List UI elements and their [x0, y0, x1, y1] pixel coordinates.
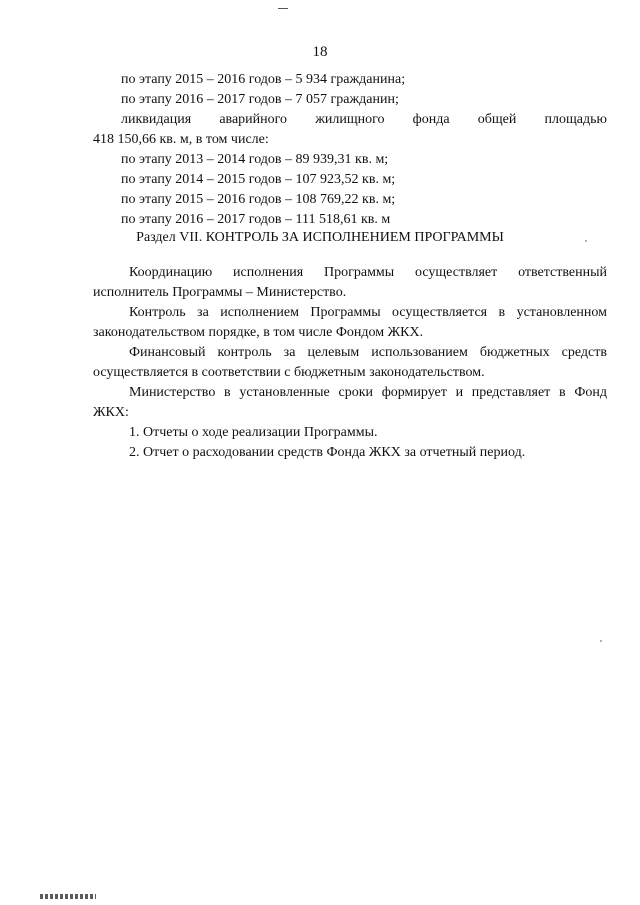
text: Финансовый контроль за целевым использованием бюджетных средств — [129, 345, 607, 360]
paragraph-line — [93, 263, 607, 283]
section-body — [93, 263, 607, 463]
word: жилищного — [315, 112, 385, 127]
report-item: 2. Отчет о расходовании средств Фонда ЖКХ за отчетный период. — [129, 445, 526, 460]
list-item: по этапу 2015 – 2016 годов – 5 934 гражданина; — [121, 72, 406, 87]
list-item: по этапу 2015 – 2016 годов – 108 769,22 кв. м; — [121, 192, 396, 207]
paragraph-line: законодательством порядке, в том числе Фондом ЖКХ. — [93, 325, 424, 340]
paragraph-line — [93, 343, 607, 363]
paragraph-line: осуществляется в соответствии с бюджетным законодательством. — [93, 365, 485, 380]
page-number: 18 — [312, 44, 328, 60]
word: площадью — [544, 112, 607, 127]
word: аварийного — [219, 112, 288, 127]
word: фонда — [412, 112, 450, 127]
paragraph-line — [93, 303, 607, 323]
list-item-continuation: 418 150,66 кв. м, в том числе: — [93, 132, 269, 147]
paragraph-line: исполнитель Программы – Министерство. — [93, 285, 347, 300]
paragraph-line — [93, 383, 607, 403]
text: Контроль за исполнением Программы осуществляется в установленном — [129, 305, 607, 320]
scan-speck — [600, 640, 602, 642]
list-item: по этапу 2013 – 2014 годов – 89 939,31 кв. м; — [121, 152, 389, 167]
list-item: по этапу 2016 – 2017 годов – 111 518,61 кв. м — [121, 212, 391, 227]
section-heading: Раздел VII. КОНТРОЛЬ ЗА ИСПОЛНЕНИЕМ ПРОГРАММЫ — [136, 230, 504, 245]
scan-speck — [585, 240, 587, 242]
word: ликвидация — [121, 112, 192, 127]
stage-list — [93, 70, 607, 230]
text: Министерство в установленные сроки формирует и представляет в Фонд — [129, 385, 607, 400]
list-item: по этапу 2016 – 2017 годов – 7 057 гражданин; — [121, 92, 399, 107]
text: Координацию исполнения Программы осуществляет ответственный — [129, 265, 607, 280]
scan-mark — [278, 8, 288, 9]
list-item-liquidation — [93, 110, 607, 130]
report-item: 1. Отчеты о ходе реализации Программы. — [129, 425, 378, 440]
list-item: по этапу 2014 – 2015 годов – 107 923,52 кв. м; — [121, 172, 396, 187]
word: общей — [477, 112, 517, 127]
scan-artifact — [40, 894, 96, 899]
paragraph-line: ЖКХ: — [93, 405, 129, 420]
